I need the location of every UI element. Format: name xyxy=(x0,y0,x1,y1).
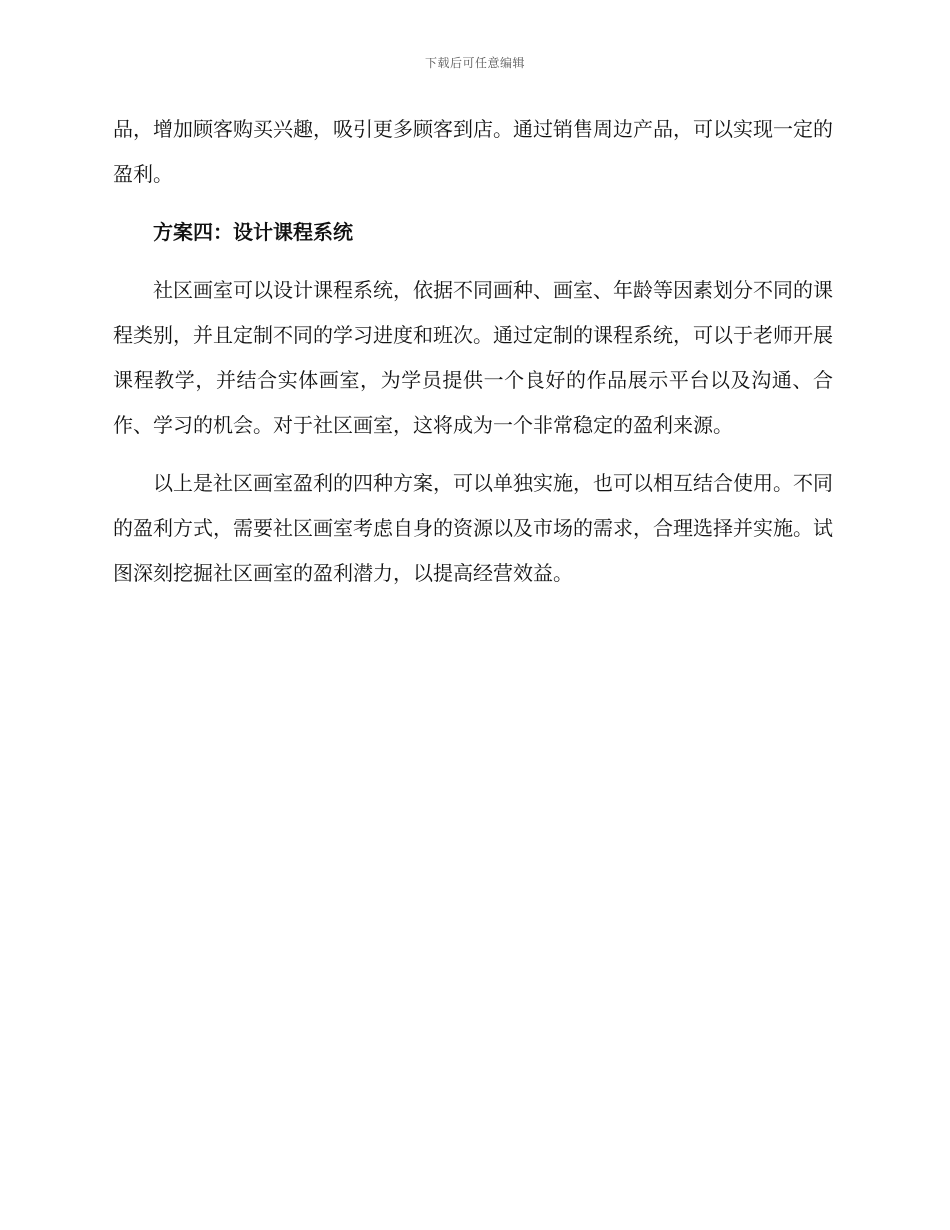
page-header: 下载后可任意编辑 xyxy=(424,56,525,70)
paragraph-conclusion: 以上是社区画室盈利的四种方案，可以单独实施，也可以相互结合使用。不同的盈利方式，需要社区画室考虑自身的资源以及市场的需求，合理选择并实施。试图深刻挖掘社区画室的盈利潜力，以提高经营效益。 xyxy=(113,471,833,585)
paragraph-course-system: 社区画室可以设计课程系统，依据不同画种、画室、年龄等因素划分不同的课程类别，并且定制不同的学习进度和班次。通过定制的课程系统，可以于老师开展课程教学，并结合实体画室，为学员提供一个良好的作品展示平台以及沟通、合作、学习的机会。对于社区画室，这将成为一个非常稳定的盈利来源。 xyxy=(113,278,833,437)
paragraph-continuation: 品，增加顾客购买兴趣，吸引更多顾客到店。通过销售周边产品，可以实现一定的盈利。 xyxy=(113,117,833,186)
section-heading: 方案四：设计课程系统 xyxy=(153,220,353,244)
document-body xyxy=(113,107,833,609)
